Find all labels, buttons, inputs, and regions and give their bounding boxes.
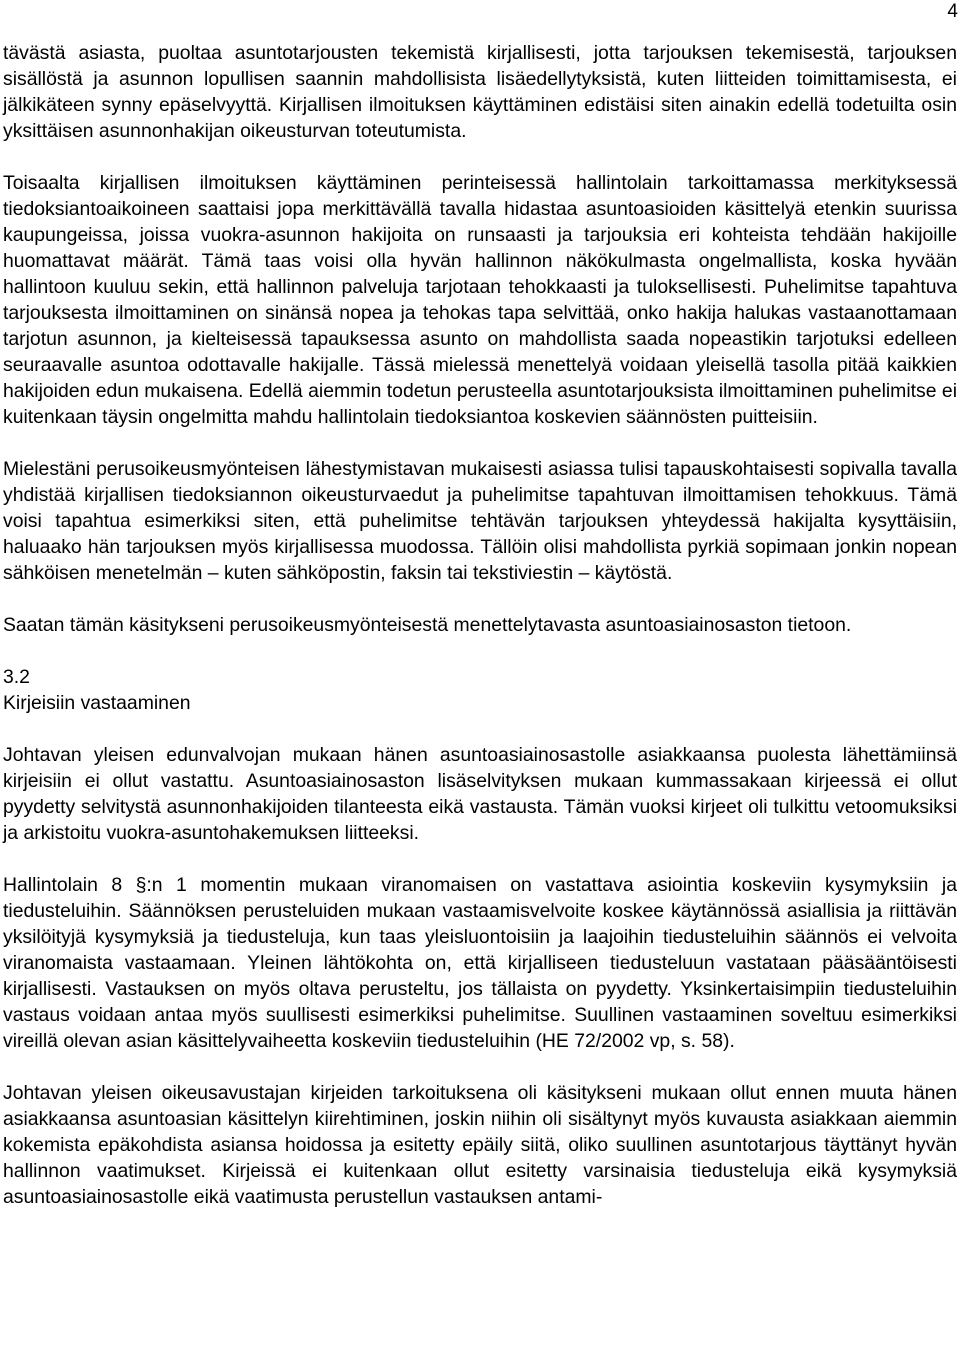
paragraph-3: Mielestäni perusoikeusmyönteisen lähestymistavan mukaisesti asiassa tulisi tapauskohtaisesti sopivalla tavalla yhdistää kirjallisen tiedoksiannon oikeusturvaedut ja puhelimitse tapahtuvan ilmoittamisen tehokkuus. Tämä voisi tapahtua esimerkiksi siten, että puhelimitse tehtävän tarjouksen yhteydessä hakijalta kysyttäisiin, haluaako hän tarjouksen myös kirjallisessa muodossa. Tällöin olisi mahdollista pyrkiä sopimaan jonkin nopean sähköisen menetelmän – kuten sähköpostin, faksin tai tekstiviestin – käytöstä. xyxy=(3,458,957,584)
paragraph-1: tävästä asiasta, puoltaa asuntotarjousten tekemistä kirjallisesti, jotta tarjouksen tekemisestä, tarjouksen sisällöstä ja asunnon lopullisen saannin mahdollisista lisäedellytyksistä, kuten liitteiden toimittamisesta, ei jälkikäteen synny epäselvyyttä. Kirjallisen ilmoituksen käyttäminen edistäisi siten ainakin edellä todetuilta osin yksittäisen asunnonhakijan oikeusturvan toteutumista. xyxy=(3,42,957,142)
paragraph-4: Saatan tämän käsitykseni perusoikeusmyönteisestä menettelytavasta asuntoasiainosaston tietoon. xyxy=(3,614,852,636)
paragraph-7: Johtavan yleisen oikeusavustajan kirjeiden tarkoituksena oli käsitykseni mukaan ollut ennen muuta hänen asiakkaansa asuntoasian käsittelyn kiirehtiminen, joskin niihin oli sisältynyt myös kuvausta asiakkaan aiemmin kokemista epäkohdista asiansa hoidossa ja esitetty epäily siitä, oliko suullinen asuntotarjous täyttänyt hyvän hallinnon vaatimukset. Kirjeissä ei kuitenkaan ollut esitetty varsinaisia tiedusteluja eikä kysymyksiä asuntoasiainosastolle eikä vaatimusta perustellun vastauksen antami- xyxy=(3,1082,957,1208)
section-title: Kirjeisiin vastaaminen xyxy=(3,692,191,714)
page-number: 4 xyxy=(947,1,958,22)
section-number: 3.2 xyxy=(3,666,30,688)
paragraph-2: Toisaalta kirjallisen ilmoituksen käyttäminen perinteisessä hallintolain tarkoittamassa merkityksessä tiedoksiantoaikoineen saattaisi jopa merkittävällä tavalla hidastaa asuntoasioiden käsittelyä etenkin suurissa kaupungeissa, joissa vuokra-asunnon hakijoita on runsaasti ja tarjouksia eri kohteista tehdään hakijoille huomattavat määrät. Tämä taas voisi olla hyvän hallinnon näkökulmasta ongelmallista, koska hyvään hallintoon kuuluu sekin, että hallinnon palveluja tarjotaan tehokkaasti ja tuloksellisesti. Puhelimitse tapahtuva tarjouksesta ilmoittaminen on sinänsä nopea ja tehokas tapa selvittää, onko hakija halukas vastaanottamaan tarjotun asunnon, ja kielteisessä tapauksessa asunto on mahdollista saada nopeastikin tarjotuksi edelleen seuraavalle asuntoa odottavalle hakijalle. Tässä mielessä menettelyä voidaan yleisellä tasolla pitää kaikkien hakijoiden edun mukaisena. Edellä aiemmin todetun perusteella asuntotarjouksista ilmoittaminen puhelimitse ei kuitenkaan täysin ongelmitta mahdu hallintolain tiedoksiantoa koskevien säännösten puitteisiin. xyxy=(3,172,957,428)
paragraph-6: Hallintolain 8 §:n 1 momentin mukaan viranomaisen on vastattava asiointia koskeviin kysymyksiin ja tiedusteluihin. Säännöksen perusteluiden mukaan vastaamisvelvoite koskee käytännössä asiallisia ja riittävän yksilöityjä kysymyksiä ja tiedusteluja, kun taas yleisluontoisiin ja laajoihin tiedusteluihin säännös ei velvoita viranomaista vastaamaan. Yleinen lähtökohta on, että kirjalliseen tiedusteluun vastataan pääsääntöisesti kirjallisesti. Vastauksen on myös oltava perusteltu, jos tällaista on pyydetty. Yksinkertaisimpiin tiedusteluihin vastaus voidaan antaa myös suullisesti esimerkiksi puhelimitse. Suullinen vastaaminen soveltuu esimerkiksi vireillä olevan asian käsittelyvaiheetta koskeviin tiedusteluihin (HE 72/2002 vp, s. 58). xyxy=(3,874,957,1052)
paragraph-5: Johtavan yleisen edunvalvojan mukaan hänen asuntoasiainosastolle asiakkaansa puolesta lähettämiinsä kirjeisiin ei ollut vastattu. Asuntoasiainosaston lisäselvityksen mukaan kummassakaan kirjeessä ei ollut pyydetty selvitystä asunnonhakijoiden tilanteesta eikä vastausta. Tämän vuoksi kirjeet oli tulkittu vetoomuksiksi ja arkistoitu vuokra-asuntohakemuksen liitteeksi. xyxy=(3,744,957,844)
document-body xyxy=(3,40,957,1210)
